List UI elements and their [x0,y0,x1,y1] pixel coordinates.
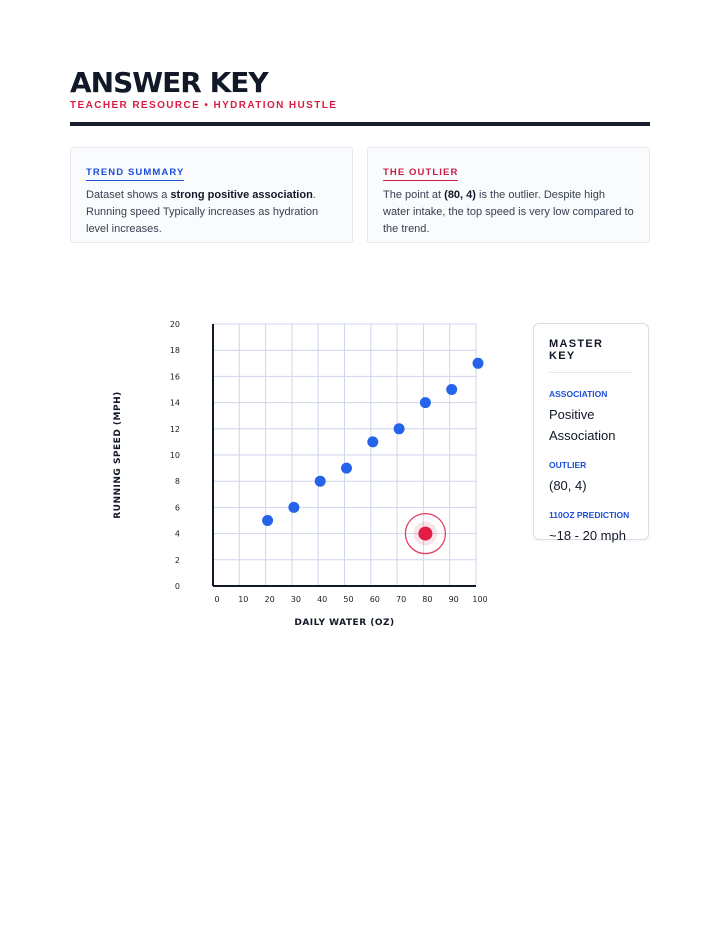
data-point [315,476,326,487]
data-point [341,463,352,474]
x-tick-label: 70 [396,595,407,604]
y-tick-label: 16 [169,372,180,382]
y-tick-label: 8 [174,477,180,487]
data-point [473,358,484,369]
data-point [446,384,457,395]
page-title: ANSWER KEY [70,66,268,99]
data-point [394,423,405,434]
master-key-title: MASTER KEY [549,338,633,373]
outlier-text: The point at (80, 4) is the outlier. Despite high water intake, the top speed is very low compared to the trend. [383,189,634,235]
page-subtitle: TEACHER RESOURCE • HYDRATION HUSTLE [70,100,338,111]
x-tick-label: 30 [290,595,301,604]
association-value: Positive Association [549,407,616,443]
x-tick-label: 40 [317,595,328,604]
chart-grid [213,324,476,586]
y-tick-label: 6 [174,503,180,513]
prediction-value: ~18 - 20 mph [549,528,626,543]
x-tick-label: 50 [343,595,354,604]
header-divider [70,122,650,126]
y-tick-label: 4 [174,529,180,539]
y-tick-label: 20 [169,320,180,329]
y-tick-label: 18 [169,346,180,356]
x-tick-label: 20 [264,595,275,604]
y-tick-label: 10 [169,451,180,460]
scatter-chart [100,310,500,640]
prediction-label: 110OZ PREDICTION [549,510,630,520]
outlier-label: OUTLIER [549,460,587,470]
x-tick-label: 60 [369,595,380,604]
association-label: ASSOCIATION [549,389,608,399]
trend-summary-text: Dataset shows a strong positive association. Running speed Typically increases as hydration level increases. [86,189,319,235]
chart-ticks [170,320,488,604]
outlier-value: (80, 4) [549,478,587,493]
master-key-panel [533,323,649,543]
outlier-point [418,527,432,541]
x-tick-label: 0 [214,595,220,604]
trend-summary-card [70,147,353,243]
trend-summary-heading: TREND SUMMARY [86,167,184,181]
y-tick-label: 2 [174,555,180,565]
data-point [367,436,378,447]
y-tick-label: 14 [169,398,180,408]
chart-points [262,358,483,554]
data-point [262,515,273,526]
outlier-heading: THE OUTLIER [383,167,458,181]
y-tick-label: 12 [169,424,180,434]
y-tick-label: 0 [174,582,180,591]
y-axis-label: RUNNING SPEED (MPH) [113,391,123,519]
x-tick-label: 90 [448,595,459,604]
data-point [288,502,299,513]
data-point [420,397,431,408]
x-tick-label: 100 [472,595,488,604]
x-tick-label: 10 [238,595,249,604]
outlier-card [367,147,650,243]
x-tick-label: 80 [422,595,433,604]
x-axis-label: DAILY WATER (OZ) [294,618,395,628]
